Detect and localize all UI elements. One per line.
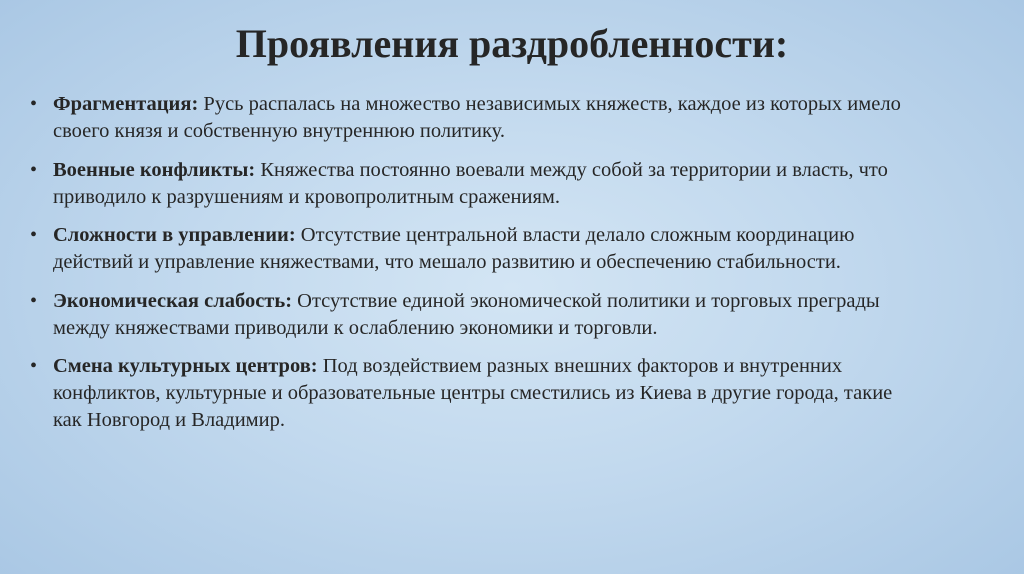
slide-title: Проявления раздробленности:	[235, 21, 789, 66]
bullet-term: Экономическая слабость:	[53, 289, 293, 312]
bullet-dot-icon: •	[30, 93, 38, 115]
bullet-text: Русь распалась на множество независимых княжеств, каждое из которых имело своего князя и собственную внутреннюю политику.	[53, 93, 901, 142]
bullet-dot-icon: •	[30, 355, 38, 377]
bullet-text: Отсутствие единой экономической политики и торговых преграды между княжествами приводили к ослаблению экономики и торговли.	[53, 289, 880, 339]
bullet-item-fragmentation	[26, 91, 926, 145]
bullet-dot-icon: •	[30, 289, 38, 312]
bullet-dot-icon: •	[30, 224, 38, 246]
bullet-term: Смена культурных центров:	[53, 355, 318, 377]
bullet-term: Сложности в управлении:	[53, 224, 296, 246]
bullet-item-governance	[26, 222, 926, 276]
bullet-term: Военные конфликты:	[53, 158, 256, 181]
bullet-term: Фрагментация:	[53, 93, 199, 115]
bullet-item-military-conflicts	[26, 157, 926, 211]
bullet-item-economic-weakness	[26, 288, 926, 342]
bullet-list	[26, 91, 926, 446]
bullet-text: Княжества постоянно воевали между собой за территории и власть, что приводило к разрушениям и кровопролитным сражениям.	[53, 158, 888, 208]
bullet-item-cultural-centers	[26, 353, 926, 434]
bullet-text: Под воздействием разных внешних факторов и внутренних конфликтов, культурные и образовательные центры сместились из Киева в другие города, такие как Новгород и Владимир.	[53, 355, 893, 431]
bullet-dot-icon: •	[30, 158, 38, 181]
bullet-text: Отсутствие центральной власти делало сложным координацию действий и управление княжествами, что мешало развитию и обеспечению стабильности.	[53, 224, 855, 273]
